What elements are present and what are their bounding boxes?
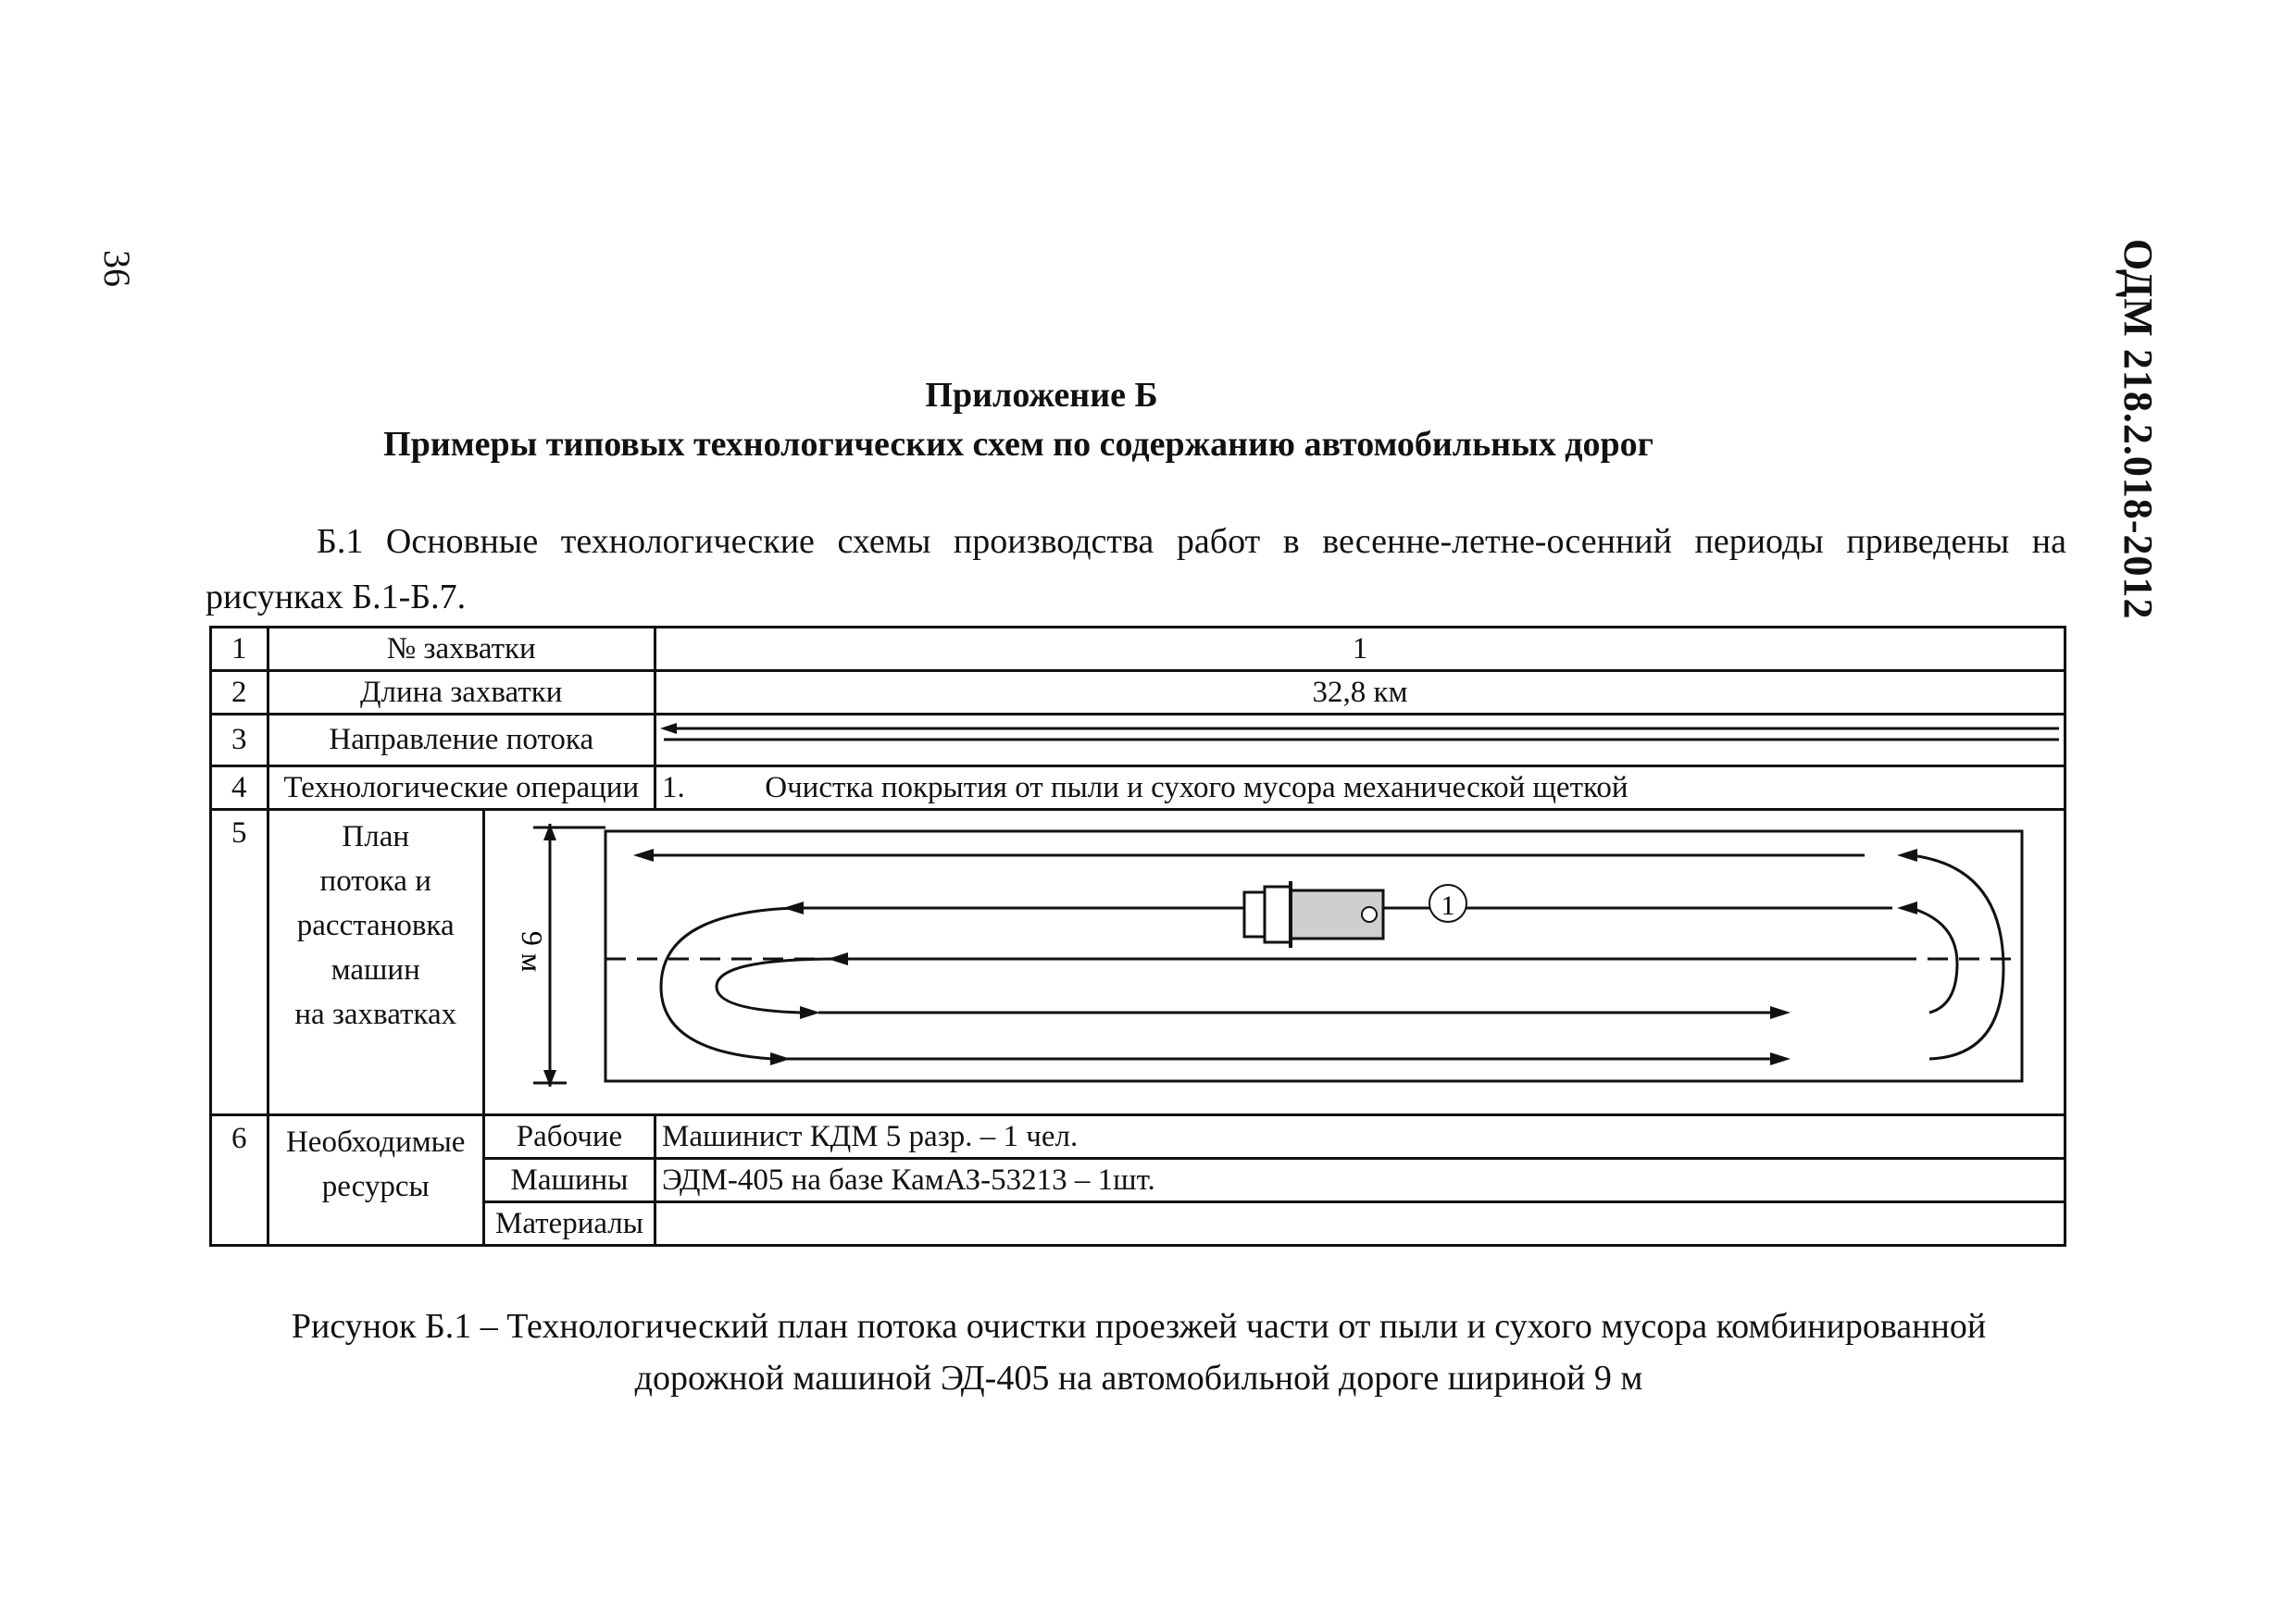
table-row (211, 766, 2065, 810)
table-row (211, 628, 2065, 671)
row-number: 3 (211, 715, 268, 766)
plan-label-line: на захватках (294, 998, 457, 1031)
caption-line: Рисунок Б.1 – Технологический план потока очистки проезжей части от пыли и сухого мусора комбинированной (291, 1307, 1987, 1346)
plan-label (268, 810, 483, 1115)
intro-paragraph: Б.1 Основные технологические схемы производства работ в весенне-летне-осенний периоды приведены на рисунках Б.1-Б.7. (206, 522, 2066, 616)
flow-direction-cell (655, 715, 2065, 766)
document-code: ОДМ 218.2.018-2012 (2115, 239, 2161, 620)
width-label: 9 м (515, 930, 549, 973)
resource-type: Машины (483, 1159, 655, 1202)
row-number: 1 (211, 628, 268, 671)
table-row (211, 715, 2065, 766)
row-number: 5 (211, 810, 268, 1115)
row-value: 1 (655, 628, 2065, 671)
row-label: Длина захватки (268, 671, 655, 715)
caption-line: дорожной машиной ЭД-405 на автомобильной дороге шириной 9 м (634, 1359, 1643, 1398)
plan-label-line: потока и (319, 864, 431, 898)
table-row (211, 810, 2065, 1115)
plan-label-line: расстановка (296, 909, 455, 942)
row-label: № захватки (268, 628, 655, 671)
resources-label-line: ресурсы (321, 1170, 430, 1203)
table-row (211, 1159, 2065, 1202)
plan-label-line: План (342, 820, 410, 853)
resources-label-line: Необходимые (285, 1126, 466, 1159)
resource-value: ЭДМ-405 на базе КамАЗ-53213 – 1шт. (655, 1159, 2065, 1202)
row-label: Технологические операции (268, 766, 655, 810)
tech-card-table (209, 626, 2066, 1247)
table-row (211, 1202, 2065, 1246)
row-number: 6 (211, 1115, 268, 1246)
flow-direction-arrow (656, 715, 2064, 756)
resource-value: Машинист КДМ 5 разр. – 1 чел. (655, 1115, 2065, 1159)
page-number: 36 (96, 250, 138, 287)
row-number: 2 (211, 671, 268, 715)
flow-plan-cell (483, 810, 2065, 1115)
operation-number: 1. (662, 770, 685, 804)
appendix-title: Приложение Б (925, 376, 1158, 415)
plan-label-line: машин (331, 953, 420, 987)
resource-type: Материалы (483, 1202, 655, 1246)
row-label: Направление потока (268, 715, 655, 766)
appendix-subtitle: Примеры типовых технологических схем по содержанию автомобильных дорог (383, 425, 1653, 464)
table-row (211, 671, 2065, 715)
road-machine-icon (1244, 881, 1383, 948)
table-row (211, 1115, 2065, 1159)
row-value: 32,8 км (655, 671, 2065, 715)
resource-value (655, 1202, 2065, 1246)
resource-type: Рабочие (483, 1115, 655, 1159)
flow-plan-diagram (485, 811, 2059, 1105)
operation-text: Очистка покрытия от пыли и сухого мусора механической щеткой (765, 770, 1628, 804)
resources-label (268, 1115, 483, 1246)
row-number: 4 (211, 766, 268, 810)
operation-cell (655, 766, 2065, 810)
figure-caption (185, 1300, 2092, 1404)
machine-marker-text: 1 (1441, 890, 1455, 921)
